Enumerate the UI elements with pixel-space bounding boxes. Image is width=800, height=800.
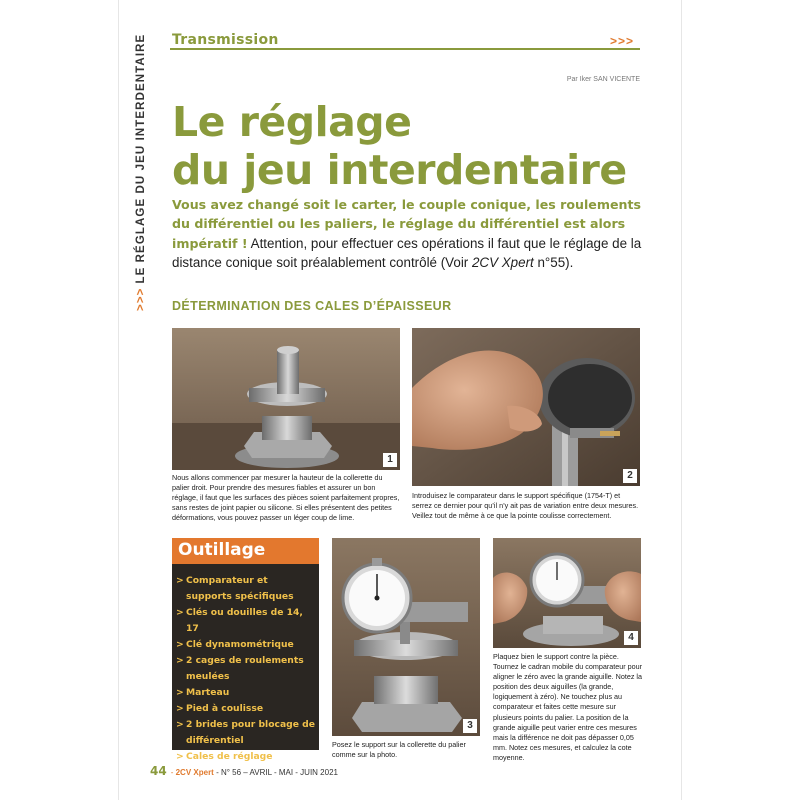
header-rule (170, 48, 640, 50)
tool-item: > Comparateur et supports spécifiques (176, 573, 316, 605)
subheading: DÉTERMINATION DES CALES D’ÉPAISSEUR (172, 299, 452, 313)
tool-item: > Pied à coulisse (176, 701, 316, 717)
issue-info: - N° 56 – AVRIL - MAI - JUIN 2021 (213, 768, 338, 777)
lead-bold: Vous avez changé soit le carter, le couple conique, les roulements du différentiel ou les paliers, le réglage du différentiel est alors impératif ! (172, 197, 641, 251)
photo-number-3: 3 (463, 719, 477, 733)
tools-list (176, 573, 316, 765)
caption-1: Nous allons commencer par mesurer la hauteur de la collerette du palier droit. Pour prendre des mesures fiables et assurer un bon réglage, il faut que les surfaces des pièces soient parfaitement propres, sans restes de joint papier ou silicone. Si elles présentent des petites déformations, vous pouvez passer un léger coup de lime. (172, 473, 400, 523)
lead-paragraph (172, 195, 642, 272)
title-line-1: Le réglage (172, 98, 412, 146)
page-title (172, 98, 627, 194)
tool-item: > Clés ou douilles de 14, 17 (176, 605, 316, 637)
page-number: 44 (150, 764, 167, 778)
tool-item: > 2 brides pour blocage de différentiel (176, 717, 316, 749)
photo-number-4: 4 (624, 631, 638, 645)
photo-number-1: 1 (383, 453, 397, 467)
photo-3 (332, 538, 480, 736)
title-line-2: du jeu interdentaire (172, 146, 627, 194)
tool-item: > Marteau (176, 685, 316, 701)
tool-item: > Cales de réglage (176, 749, 316, 765)
lead-text-1: Attention, pour effectuer ces opérations il faut que le réglage de la distance conique soit préalablement contrôlé (Voir (172, 235, 642, 270)
vertical-side-title (134, 33, 148, 328)
tool-item: > 2 cages de roulements meulées (176, 653, 316, 685)
caption-3: Posez le support sur la collerette du palier comme sur la photo. (332, 740, 466, 760)
section-label: Transmission (172, 32, 279, 48)
caption-2: Introduisez le comparateur dans le support spécifique (1754-T) et serrez ce dernier pour qu’il n’y ait pas de variation entre deux mesures. Veillez tout de même à ce que la pointe coulisse correctement. (412, 491, 639, 521)
photo-2 (412, 328, 640, 486)
section-arrows: >>> (610, 34, 635, 48)
lead-text-2: n°55). (533, 254, 574, 270)
tool-item: > Clé dynamométrique (176, 637, 316, 653)
caption-4: Plaquez bien le support contre la pièce. Tournez le cadran mobile du comparateur pour aligner le zéro avec la grande aiguille. Notez la position des deux aiguilles (la grande, logiquement à zéro). Ne touchez plus au comparateur et faites cette mesure sur plusieurs points du palier. La position de la grande aiguille peut varier entre ces mesures mais la différence ne doit pas dépasser 0,05 mm. Notez ces mesures, et calculez la cote moyenne. (493, 652, 643, 762)
side-arrows: >>> (135, 287, 147, 311)
lead-italic: 2CV Xpert (471, 254, 534, 270)
photo-4 (493, 538, 641, 648)
magazine-name: 2CV Xpert (175, 768, 214, 777)
page-footer: 44 - 2CV Xpert - N° 56 – AVRIL - MAI - JUIN 2021 (150, 764, 338, 778)
photo-number-2: 2 (623, 469, 637, 483)
author-credit: Par Iker SAN VICENTE (566, 76, 640, 83)
side-title: LE RÉGLAGE DU JEU INTERDENTAIRE (135, 33, 147, 284)
tools-title: Outillage (178, 540, 266, 560)
photo-1 (172, 328, 400, 470)
